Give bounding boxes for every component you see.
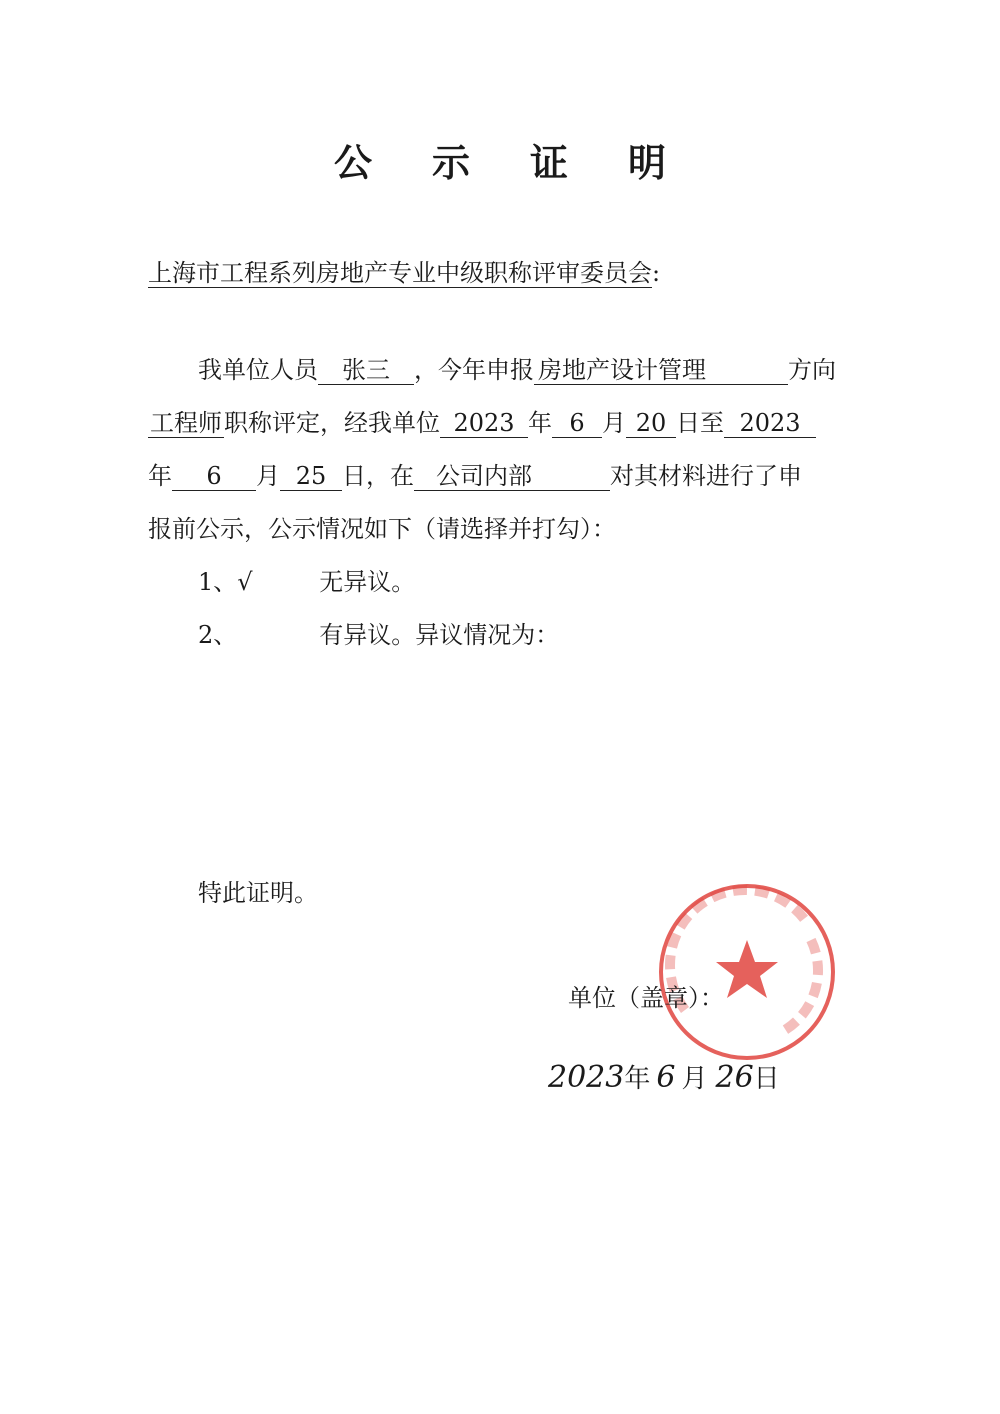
body-text: ，今年申报 [414, 356, 534, 384]
date-label: 日 [753, 1064, 780, 1094]
signing-date [548, 1058, 780, 1095]
start-year: 2023 [440, 409, 528, 438]
end-day: 25 [280, 462, 342, 491]
title-char: 示 [431, 141, 470, 185]
body-text: 日，在 [342, 462, 414, 490]
company-seal [655, 880, 839, 1064]
body-text: 日至 [676, 409, 724, 437]
body-text: 月 [256, 462, 280, 490]
title-char: 证 [530, 141, 569, 185]
body-line-2 [148, 408, 816, 438]
title-level: 工程师 [150, 409, 222, 437]
publicity-place: 公司内部 [414, 462, 610, 491]
check-mark: √ [237, 568, 253, 596]
body-text: 方向 [788, 356, 836, 384]
date-label: 月 [681, 1064, 708, 1094]
signature-label: 单位（盖章）： [568, 984, 724, 1012]
body-text: 月 [602, 409, 626, 437]
option-number: 2、 [198, 621, 238, 649]
addressee-colon: : [652, 259, 661, 287]
application-direction: 房地产设计管理 [534, 356, 788, 385]
date-month: 6 [656, 1060, 676, 1095]
option-2 [198, 620, 559, 650]
option-text: 无异议。 [319, 568, 416, 596]
body-text: 我单位人员 [198, 356, 318, 384]
addressee [148, 253, 660, 288]
end-year: 2023 [724, 409, 816, 438]
body-text: 年 [528, 409, 552, 437]
date-day: 26 [715, 1060, 754, 1095]
closing-statement: 特此证明。 [198, 879, 318, 907]
body-text: 报前公示，公示情况如下（请选择并打勾）： [148, 515, 616, 543]
option-number: 1、 [198, 568, 238, 596]
option-1 [198, 567, 415, 597]
body-line-1 [198, 355, 836, 385]
title-char: 公 [333, 141, 372, 185]
body-line-3 [148, 461, 802, 491]
start-month: 6 [552, 409, 602, 438]
option-text: 有异议。异议情况为： [319, 621, 560, 649]
addressee-name: 上海市工程系列房地产专业中级职称评审委员会 [148, 259, 652, 287]
end-month: 6 [172, 462, 256, 491]
body-text: 年 [148, 462, 172, 490]
start-day: 20 [626, 409, 676, 438]
date-label: 年 [624, 1064, 651, 1094]
body-line-4 [148, 514, 616, 544]
applicant-name: 张三 [318, 356, 414, 385]
date-year: 2023 [548, 1060, 625, 1095]
body-text: 对其材料进行了申 [610, 462, 802, 490]
title-char: 明 [628, 141, 667, 185]
body-text: 职称评定，经我单位 [224, 409, 440, 437]
document-title [0, 132, 1000, 187]
